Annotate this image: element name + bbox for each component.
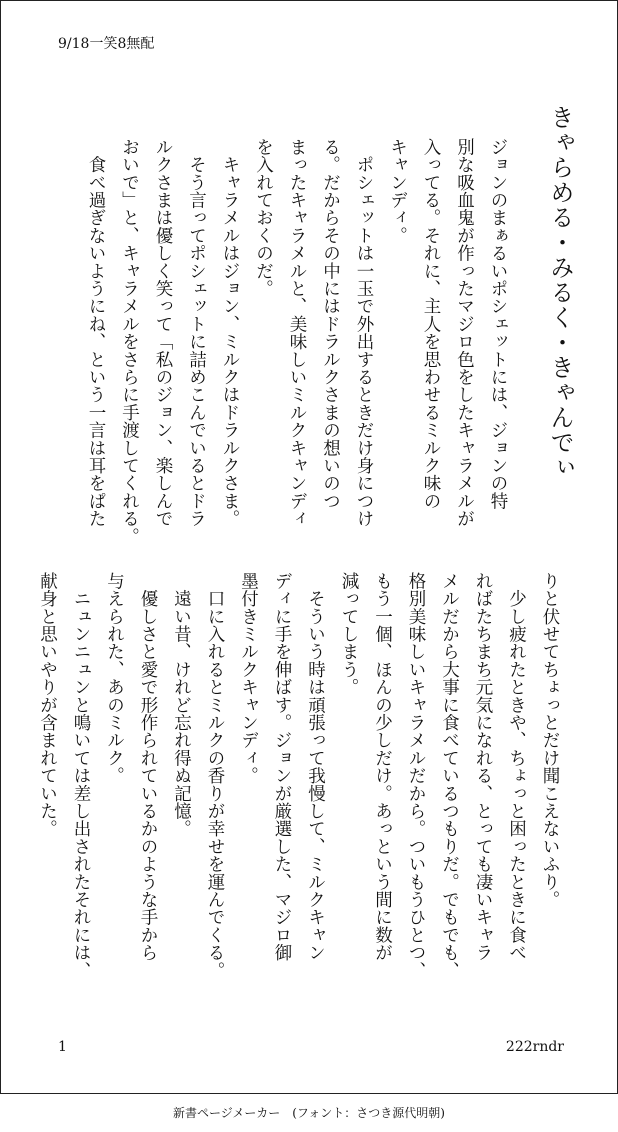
upper-text-block [54,138,514,546]
text-column: まったキャラメルと、美味しいミルクキャンディ [287,138,307,528]
text-column: ディに手を伸ばす。ジョンが厳選した、マジロ御 [272,572,292,962]
generator-credit: 新書ページメーカー (フォント：さつき源代明朝) [173,1106,445,1120]
lower-text-block [37,572,566,1022]
text-column: おいで」と、キャラメルをさらに手渡してくれる。 [119,138,140,546]
text-column: 墨付きミルクキャンディ。 [238,572,259,785]
text-column: 与えられた、あのミルク。 [104,572,125,785]
text-column: 食べ過ぎないようにね、という一言は耳をぱた [86,138,106,528]
text-column: を入れておくのだ。 [253,138,274,298]
story-title: きゃらめる・みるく・きゃんでぃ [546,105,574,480]
text-column: ればたちまち元気になれる、とっても凄いキャラ [473,572,493,962]
text-column: そう言ってポシェットに詰めこんでいるとドラ [186,138,207,528]
page-number: 1 [58,1039,67,1055]
event-header: 9/18一笑8無配 [58,36,155,52]
text-column: ニュンニュンと鳴いては差し出されたそれには、 [71,572,91,980]
text-column: そういう時は頑張って我慢して、ミルクキャン [305,572,326,962]
text-column: ポシェットは一玉で外出するときだけ身につけ [354,138,374,528]
text-column: キャンディ。 [387,138,408,245]
text-column: りと伏せてちょっとだけ聞こえないふり。 [540,572,560,909]
text-column: キャラメルはジョン、ミルクはドラルクさま。 [220,138,240,528]
text-column: 口に入れるとミルクの香りが幸せを運んでくる。 [205,572,225,980]
text-column: 少し疲れたときや、ちょっと困ったときに食べ [506,572,527,962]
text-column: ルクさまは優しく笑って「私のジョン、楽しんで [153,138,173,528]
text-column: 入ってる。それに、主人を思わせるミルク味の [421,138,441,510]
text-column: 減ってしまう。 [339,572,359,696]
text-column: ジョンのまぁるいポシェットには、ジョンの特 [488,138,508,510]
text-column: る。だからその中にはドラルクさまの想いのつ [320,138,341,510]
text-column: 献身と思いやりが含まれていた。 [37,572,58,838]
text-column: 別な吸血鬼が作ったマジロ色をしたキャラメルが [454,138,475,528]
text-column: メルだから大事に食べているつもりだ。でもでも、 [439,572,460,980]
text-column: 遠い昔、けれど忘れ得ぬ記憶。 [171,572,192,838]
text-column: 優しさと愛で形作られているかのような手から [138,572,158,962]
text-column: もう一個、ほんの少しだけ。あっという間に数が [372,572,393,962]
author-name: 222rndr [505,1039,564,1055]
text-column: 格別美味しいキャラメルだから。ついもうひとつ、 [406,572,426,980]
